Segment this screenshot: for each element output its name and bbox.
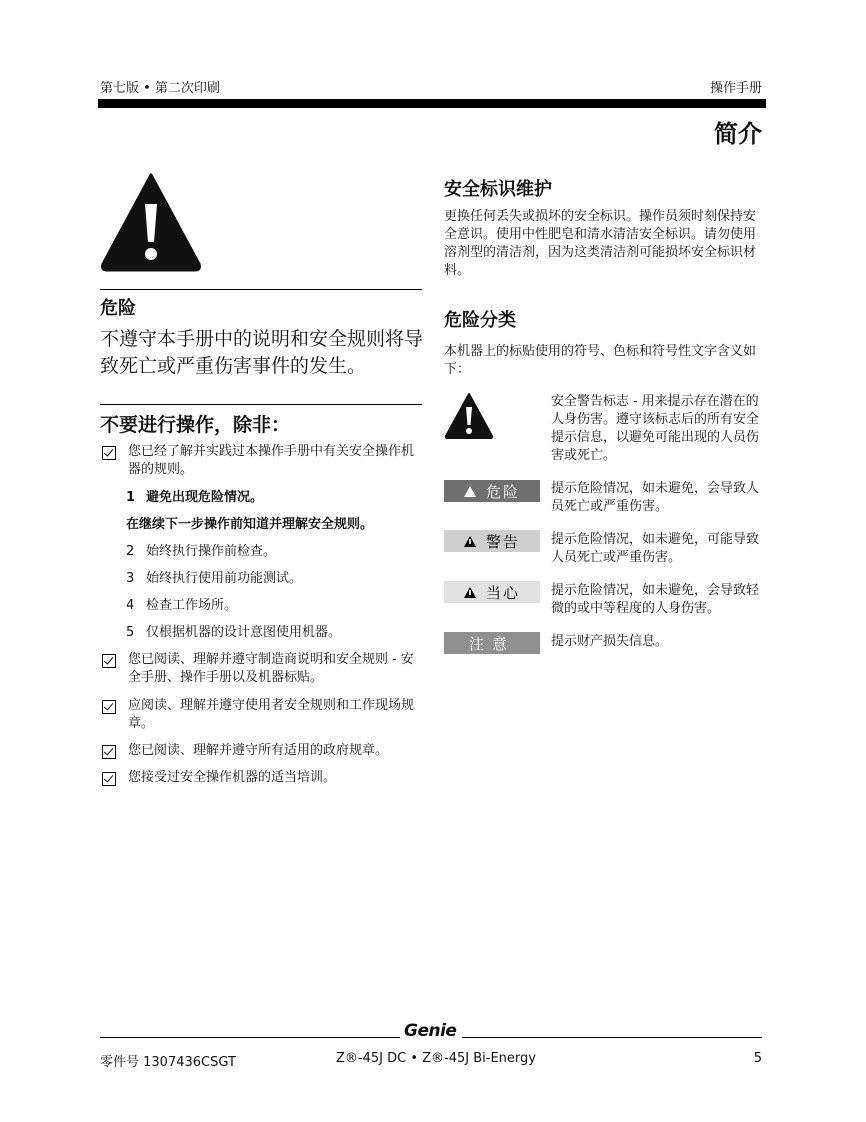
divider bbox=[100, 404, 422, 405]
checkbox-icon bbox=[102, 772, 116, 786]
check-item bbox=[100, 443, 420, 479]
divider bbox=[100, 289, 422, 290]
notice-sign: 注意 bbox=[444, 632, 540, 654]
header-manual-name: 操作手册 bbox=[709, 81, 762, 96]
sub-item: 4 检查工作场所。 bbox=[126, 598, 238, 613]
danger-sign: 危险 bbox=[444, 480, 540, 502]
sub-item: 5 仅根据机器的设计意图使用机器。 bbox=[126, 625, 342, 640]
header-bar bbox=[98, 99, 766, 108]
danger-heading: 危险 bbox=[100, 298, 136, 319]
warning-triangle-icon bbox=[100, 172, 202, 272]
sub-item: 2 始终执行操作前检查。 bbox=[126, 544, 277, 559]
sub-item: 在继续下一步操作前知道并理解安全规则。 bbox=[126, 517, 374, 532]
header-edition: 第七版 • 第二次印刷 bbox=[100, 81, 220, 96]
check-item-text: 您接受过安全操作机器的适当培训。 bbox=[128, 770, 337, 785]
sub-item: 3 始终执行使用前功能测试。 bbox=[126, 571, 303, 586]
danger-text: 不遵守本手册中的说明和安全规则将导致死亡或严重伤害事件的发生。 bbox=[100, 328, 424, 377]
sub-item: 1 避免出现危险情况。 bbox=[126, 490, 264, 505]
notice-sign-desc: 提示财产损失信息。 bbox=[551, 634, 669, 649]
checkbox-icon bbox=[102, 700, 116, 714]
footer-part-number: 零件号 1307436CSGT bbox=[100, 1055, 236, 1070]
alert-triangle-icon bbox=[464, 486, 476, 497]
check-item-text: 您已阅读、理解并遵守制造商说明和安全规则 - 安全手册、操作手册以及机器标贴。 bbox=[128, 652, 414, 685]
caution-sign-desc: 提示危险情况，如未避免，会导致轻微的或中等程度的人身伤害。 bbox=[551, 583, 760, 616]
safety-alert-icon bbox=[444, 392, 494, 440]
check-item bbox=[100, 651, 420, 687]
hazard-classification-heading: 危险分类 bbox=[444, 310, 516, 331]
page-title: 简介 bbox=[714, 120, 762, 148]
checkbox-icon bbox=[102, 745, 116, 759]
check-item-text: 您已阅读、理解并遵守所有适用的政府规章。 bbox=[128, 743, 389, 758]
check-item bbox=[100, 742, 420, 760]
check-item-text: 您已经了解并实践过本操作手册中有关安全操作机器的规则。 bbox=[128, 444, 415, 477]
alert-triangle-icon bbox=[464, 536, 476, 547]
alert-triangle-icon bbox=[464, 587, 476, 598]
hazard-classification-text: 本机器上的标贴使用的符号、色标和符号性文字含义如下： bbox=[444, 344, 757, 377]
check-item-text: 应阅读、理解并遵守使用者安全规则和工作现场规章。 bbox=[128, 698, 415, 731]
warning-sign-desc: 提示危险情况，如未避免，可能导致人员死亡或严重伤害。 bbox=[551, 532, 760, 565]
danger-sign-desc: 提示危险情况，如未避免，会导致人员死亡或严重伤害。 bbox=[551, 481, 760, 514]
check-item bbox=[100, 769, 420, 787]
genie-logo: Genie bbox=[404, 1021, 457, 1041]
sign-maintenance-text: 更换任何丢失或损坏的安全标识。操作员须时刻保持安全意识。使用中性肥皂和清水清洁安全标识。请勿使用溶剂型的清洁剂，因为这类清洁剂可能损坏安全标识材料。 bbox=[444, 209, 757, 278]
check-item bbox=[100, 697, 420, 733]
do-not-operate-heading: 不要进行操作，除非： bbox=[100, 414, 291, 436]
caution-sign: 当心 bbox=[444, 581, 540, 603]
footer-rule bbox=[100, 1037, 400, 1038]
footer-rule bbox=[462, 1037, 762, 1038]
footer-page-number: 5 bbox=[753, 1051, 762, 1066]
warning-sign: 警告 bbox=[444, 530, 540, 552]
sign-maintenance-heading: 安全标识维护 bbox=[444, 179, 552, 200]
checkbox-icon bbox=[102, 446, 116, 460]
footer-model: Z®-45J DC • Z®-45J Bi-Energy bbox=[336, 1051, 536, 1066]
safety-alert-text: 安全警告标志 - 用来提示存在潜在的人身伤害。遵守该标志后的所有安全提示信息，以避免可能出现的人员伤害或死亡。 bbox=[551, 394, 760, 463]
checkbox-icon bbox=[102, 654, 116, 668]
